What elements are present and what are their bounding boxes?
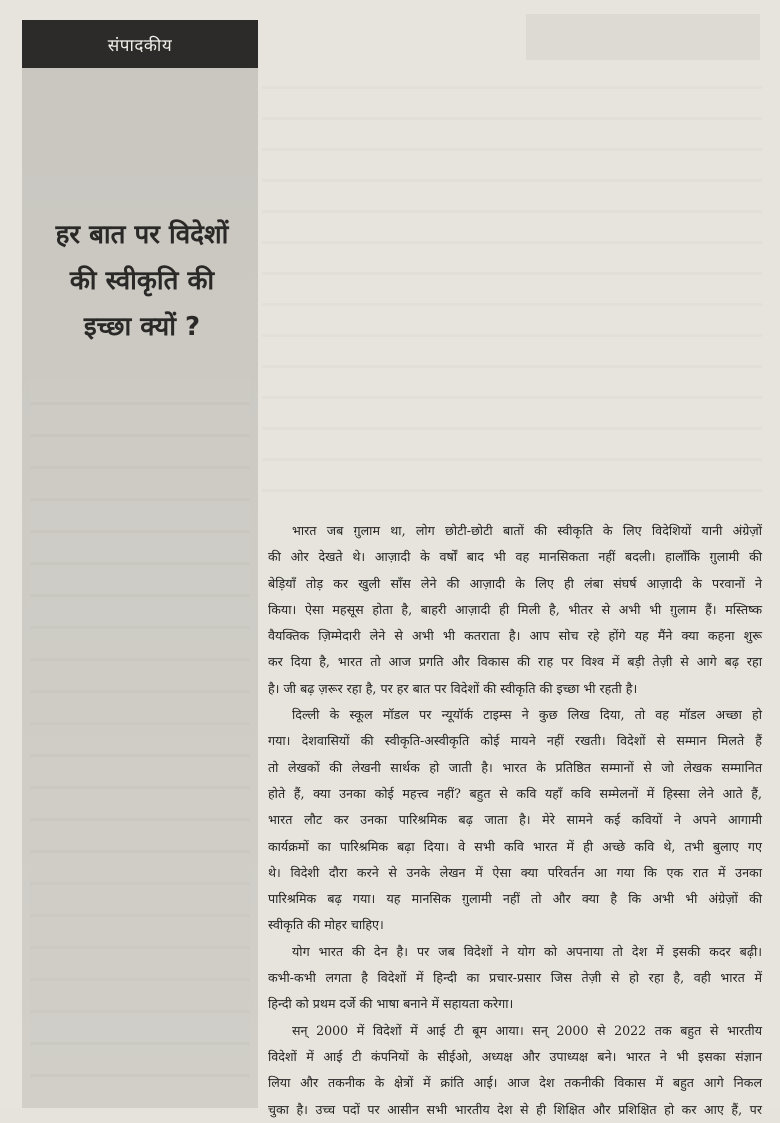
text-line: भारत लौट कर उनका पारिश्रमिक बढ़ जाता है। मेरे सामने कई कवियों ने अपने आगामी [268,812,762,828]
text-line: दिल्ली के स्कूल मॉडल पर न्यूयॉर्क टाइम्स ने कुछ लिख दिया, तो वह मॉडल अच्छा हो [292,707,762,723]
text-line: थे। विदेशी दौरा करने से उनके लेखन में ऐसा क्या परिवर्तन आ गया कि एक रात में उनका [268,864,762,880]
bleed-through-texture [262,66,762,496]
text-line: कार्यक्रमों का पारिश्रमिक बढ़ा दिया। वे सभी कवि भारत में ही अच्छे कवि थे, तभी बुलाए गए [268,838,762,854]
text-line: की ओर देखते थे। आज़ादी के वर्षों बाद भी वह मानसिकता नहीं बदली। हालाँकि ग़ुलामी की [268,549,762,565]
paragraph [268,1018,762,1123]
text-line: होते हैं, क्या उनका कोई महत्त्व नहीं? बहुत से कवि यहाँ कवि सम्मेलनों में हिस्सा लेने आते हैं, [268,785,762,801]
text-line: तो लेखकों की लेखनी सार्थक हो जाती है। भारत के प्रतिष्ठित सम्मानों से जो लेखक सम्मानित [268,759,762,775]
paragraph [268,702,762,939]
text-line: स्वीकृति की मोहर चाहिए। [268,917,384,933]
text-line: वैयक्तिक ज़िम्मेदारी लेने से अभी भी कतराता है। आप सोच रहे होंगे यह मैंने क्या कहना शुरू [268,628,762,644]
editorial-headline [24,212,260,350]
text-line: लिया और तकनीक के क्षेत्रों में क्रांति आई। आज देश तकनीकी विकास में बहुत आगे निकल [268,1075,762,1091]
text-line: सन् 2000 में विदेशों में आई टी बूम आया। सन् 2000 से 2022 तक बहुत से भारतीय [292,1022,762,1038]
text-line: चुका है। उच्च पदों पर आसीन सभी भारतीय देश से ही शिक्षित और प्रशिक्षित हो कर आए हैं, पर [268,1101,762,1117]
bleed-through-tab [526,14,760,60]
headline-line: हर बात पर विदेशों [55,220,229,250]
text-line: है। जी बढ़ ज़रूर रहा है, पर हर बात पर विदेशों की स्वीकृति की इच्छा भी रहती है। [268,680,638,696]
paragraph [268,518,762,702]
text-line: बेड़ियाँ तोड़ कर खुली साँस लेने की आज़ादी के लिए ही लंबा संघर्ष आज़ादी के परवानों ने [268,575,762,591]
text-line: कभी-कभी लगता है विदेशों में हिन्दी का प्रचार-प्रसार जिस तेज़ी से हो रहा है, वही भारत में [268,970,762,986]
text-line: गया। देशवासियों की स्वीकृति-अस्वीकृति कोई मायने नहीं रखती। विदेशों से सम्मान मिलते हैं [268,733,762,749]
text-line: कर दिया है, भारत तो आज प्रगति और विकास की राह पर विश्व में बड़ी तेज़ी से आगे बढ़ रहा [268,654,762,670]
sidebar-bleed-through-texture [30,380,250,1080]
text-line: पारिश्रमिक बढ़ गया। यह मानसिक ग़ुलामी नहीं तो और क्या है कि अभी भी अंग्रेज़ों की [268,891,762,907]
text-line: हिन्दी को प्रथम दर्जे की भाषा बनाने में सहायता करेगा। [268,996,514,1012]
section-label: संपादकीय [22,20,258,68]
text-line: योग भारत की देन है। पर जब विदेशों ने योग को अपनाया तो देश में इसकी कदर बढ़ी। [292,943,762,959]
text-line: विदेशों में आई टी कंपनियों के सीईओ, अध्यक्ष और उपाध्यक्ष बने। भारत ने भी इसका संज्ञान [268,1048,762,1064]
text-line: भारत जब ग़ुलाम था, लोग छोटी-छोटी बातों की स्वीकृति के लिए विदेशियों यानी अंग्रेज़ों [292,523,762,538]
editorial-body [268,518,762,1123]
paragraph [268,939,762,1018]
headline-line: की स्वीकृति की [69,266,215,296]
text-line: किया। ऐसा महसूस होता है, बाहरी आज़ादी ही मिली है, भीतर से अभी भी ग़ुलाम हैं। मस्तिष्क [268,601,762,617]
headline-line: इच्छा क्यों ? [83,312,201,342]
